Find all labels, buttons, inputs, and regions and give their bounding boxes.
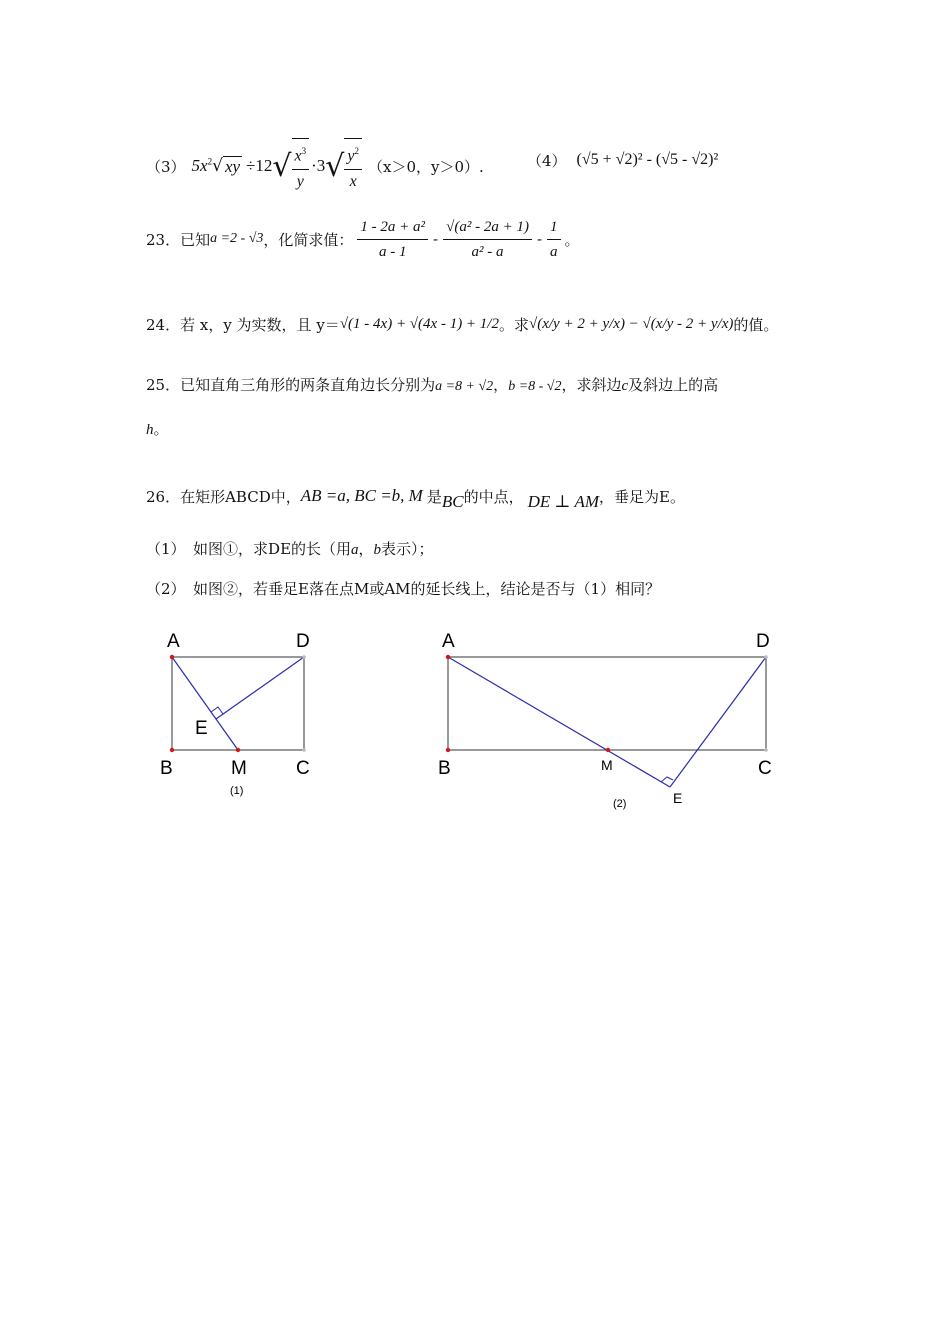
point-m — [606, 748, 610, 752]
label-a: A — [442, 631, 455, 652]
label-m: M — [601, 757, 613, 773]
label-d: D — [756, 631, 770, 652]
problem-text-end: 的值。 — [733, 315, 779, 334]
radical-sign: √ — [325, 148, 345, 184]
label-d: D — [296, 631, 310, 652]
math-bc: BC — [441, 492, 464, 511]
fraction-y2-over-x: $\frac{y^2}{x}$ — [344, 138, 362, 193]
problem-24 — [146, 300, 778, 348]
problem-prefix: 24．若 x，y 为实数，且 y＝ — [146, 315, 340, 334]
point-c — [302, 748, 306, 752]
problem-text: 是 — [426, 487, 442, 506]
label-c: C — [296, 758, 310, 779]
label-m: M — [231, 758, 247, 779]
problem-text: ，化简求值： — [263, 230, 354, 249]
problem-23 — [146, 210, 580, 268]
problem-text: ，求斜边 — [561, 376, 622, 394]
right-angle-mark — [211, 707, 223, 714]
math-perp: DE ⊥ AM — [527, 492, 599, 511]
problem-22-item-3 — [146, 136, 484, 196]
figure-2-caption: (2) — [613, 798, 627, 810]
given-value: a =2 - √3 — [210, 231, 264, 246]
radical-sign: √ — [212, 156, 223, 176]
label-c: C — [758, 758, 772, 779]
point-a — [446, 655, 450, 659]
point-a — [170, 655, 174, 659]
var-h: h — [146, 422, 154, 438]
problem-prefix: 26．在矩形ABCD中， — [146, 487, 301, 506]
period: 。 — [564, 230, 580, 249]
fraction-2: $\frac{\text{√(a² - 2a + 1)}}{\text{a² - a}}$ — [443, 215, 532, 264]
var-a: a — [351, 542, 359, 558]
var-c: c — [621, 378, 629, 394]
problem-26 — [146, 478, 685, 514]
point-c — [764, 748, 768, 752]
math-expression: (√5 + √2)² - (√5 - √2)² — [576, 151, 719, 168]
divide-term: ÷12 — [246, 156, 273, 175]
math-expression-2: √(x/y + 2 + y/x) − √(x/y - 2 + y/x) — [529, 315, 734, 332]
problem-text: 及斜边上的高 — [628, 376, 719, 394]
figure-2 — [430, 625, 790, 815]
question-1 — [146, 538, 434, 559]
comma: ， — [493, 376, 509, 394]
math-term: $5x^2$ — [191, 156, 213, 175]
segment-ae — [448, 657, 670, 787]
minus-sign: - — [536, 230, 543, 248]
figure-1 — [150, 625, 350, 805]
question-2: （2） 如图②，若垂足E落在点M或AM的延长线上，结论是否与（1）相同？ — [146, 580, 661, 598]
minus-sign: - — [433, 230, 439, 248]
math-given: AB =a, BC =b, M — [300, 486, 423, 505]
item-label: （4） — [527, 151, 567, 170]
radicand: xy — [224, 156, 241, 176]
figure-1-caption: (1) — [230, 785, 244, 797]
label-e: E — [673, 790, 683, 806]
math-expression: √(1 - 4x) + √(4x - 1) + 1/2 — [339, 315, 499, 332]
point-d — [302, 655, 306, 659]
point-b — [446, 748, 450, 752]
radical-sign: √ — [272, 148, 292, 184]
right-angle-mark — [661, 777, 673, 782]
problem-22-item-4 — [527, 145, 718, 175]
var-b: b — [373, 542, 382, 558]
comma: ， — [358, 540, 374, 558]
multiply-term: ·3 — [311, 156, 326, 175]
point-m — [236, 748, 240, 752]
label-b: B — [438, 758, 451, 779]
period: 。 — [153, 420, 169, 438]
point-b — [170, 748, 174, 752]
problem-25-line-2 — [146, 418, 169, 439]
fraction-3: $\frac{1}{a}$ — [547, 215, 561, 264]
label-a: A — [167, 631, 180, 652]
a-value: a =8 + √2 — [435, 379, 494, 394]
segment-de — [216, 657, 304, 719]
problem-text: 的中点， — [463, 487, 524, 506]
question-text: 表示）； — [381, 540, 434, 558]
fraction-1: $\frac{\text{1 - 2a + a²}}{a - 1}$ — [357, 215, 428, 264]
point-d — [764, 655, 768, 659]
condition-text: （x＞0，y＞0）. — [368, 157, 484, 176]
problem-text-end: ，垂足为E。 — [599, 487, 685, 506]
problem-text: 。求 — [498, 315, 529, 334]
question-text: （1） 如图①，求DE的长（用 — [146, 540, 352, 558]
fraction-x3-over-y: $\frac{x^3}{y}$ — [292, 138, 310, 193]
label-b: B — [160, 758, 173, 779]
problem-text: 25．已知直角三角形的两条直角边长分别为 — [146, 376, 436, 394]
segment-de — [670, 657, 766, 787]
problem-25-line-1 — [146, 374, 718, 395]
label-e: E — [195, 718, 208, 739]
b-value: b =8 - √2 — [508, 379, 562, 394]
problem-prefix: 23．已知 — [146, 230, 211, 249]
rectangle-abcd — [448, 657, 766, 750]
item-label: （3） — [146, 157, 186, 176]
